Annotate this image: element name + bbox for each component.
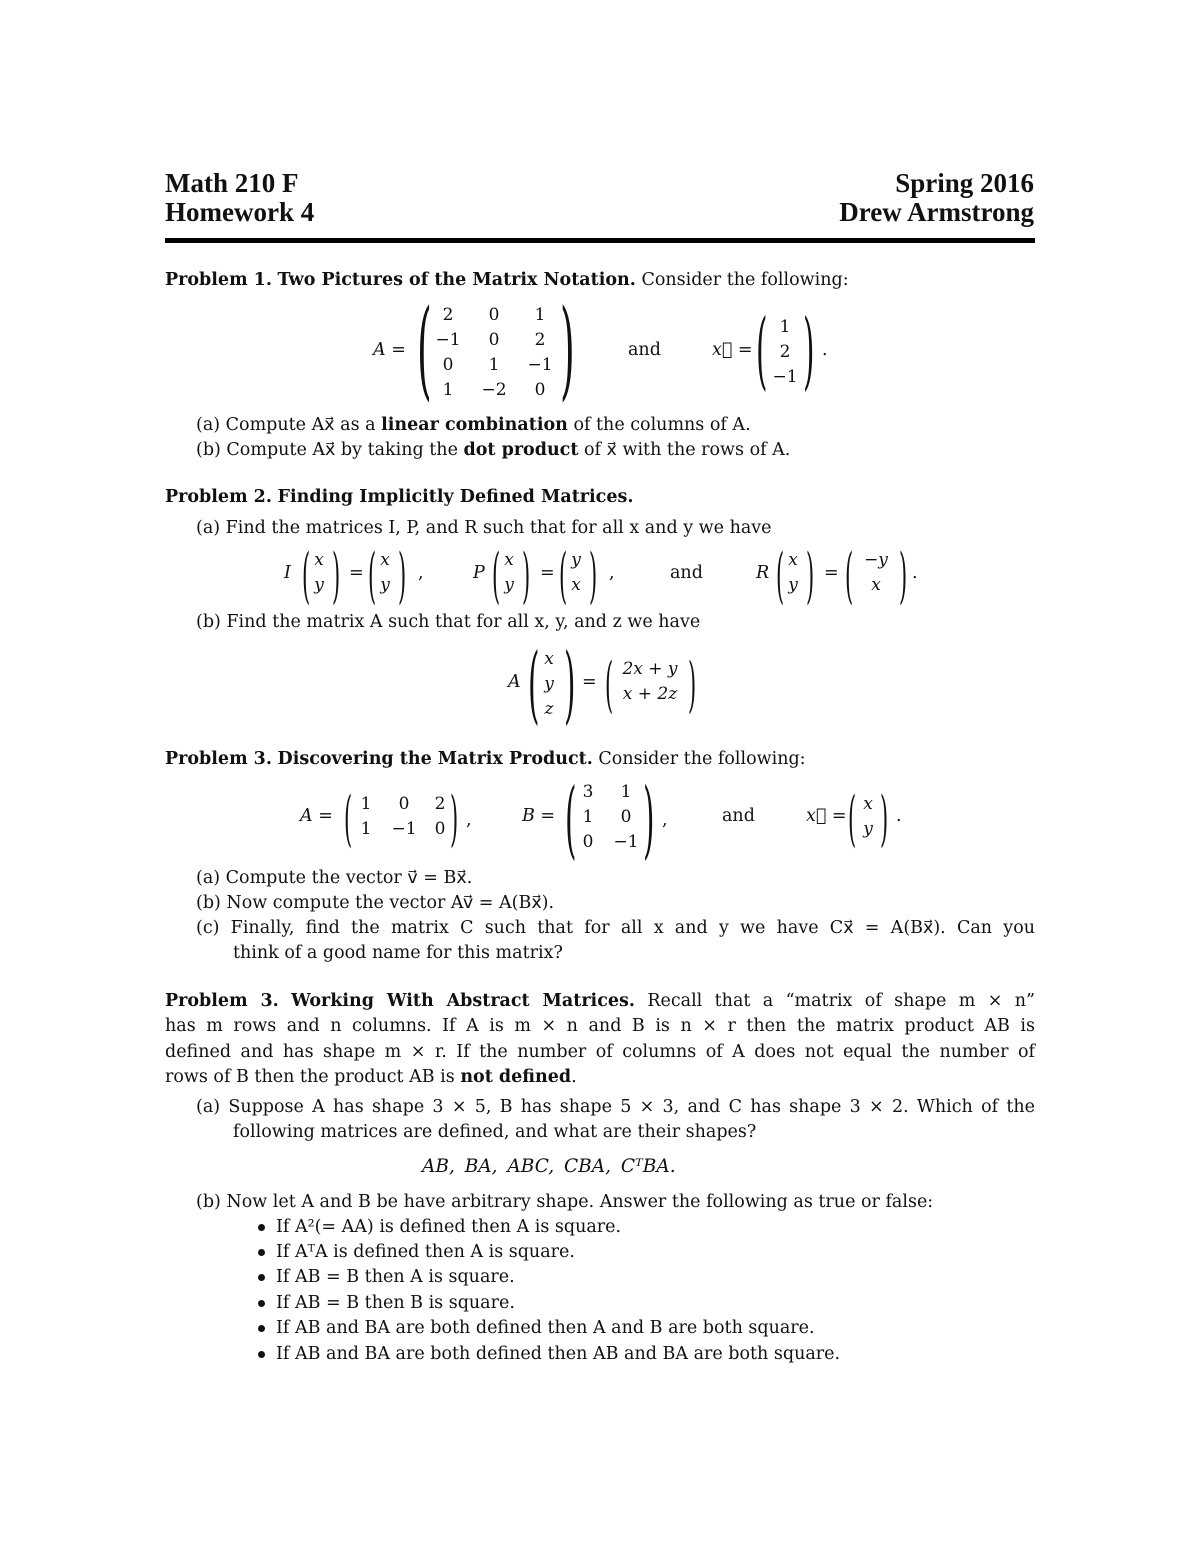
- p4-text-line-end: .: [571, 1067, 577, 1087]
- vector-cell: y: [544, 674, 554, 694]
- header-rule: [165, 238, 1035, 243]
- vector-cell: x + 2z: [622, 684, 678, 704]
- p3-matrix-b-label: B =: [522, 806, 556, 826]
- right-paren: ): [522, 541, 531, 611]
- problem-1-number: Problem 1.: [165, 270, 272, 290]
- p3-a-cell: 2: [434, 794, 446, 814]
- p1-x-cell: 2: [779, 342, 791, 362]
- problem-3-number: Problem 3.: [165, 749, 272, 769]
- vector-cell: z: [544, 699, 554, 719]
- vector-cell: x: [544, 649, 554, 669]
- p3-b-cell: 1: [620, 782, 632, 802]
- p4-bullet-item: If AB = B then B is square.: [276, 1293, 515, 1313]
- vector-cell: y: [380, 575, 390, 595]
- problem-1-title: Two Pictures of the Matrix Notation.: [277, 270, 636, 290]
- p1-a-cell: 0: [488, 330, 500, 350]
- p3-b-cell: 0: [620, 807, 632, 827]
- vector-cell: 2x + y: [622, 659, 678, 679]
- p2-part-a: (a) Find the matrices I, P, and R such that for all x and y we have: [196, 518, 772, 538]
- p2-matrix-p-label: P: [473, 563, 485, 583]
- p1-matrix-a-right-paren: ): [560, 287, 575, 412]
- p4-not-defined: not defined: [460, 1067, 572, 1087]
- p1-x-cell: 1: [779, 317, 791, 337]
- comma: ,: [609, 563, 615, 583]
- equals-sign: =: [824, 563, 839, 583]
- p3-matrix-a-label: A =: [300, 806, 333, 826]
- equals-sign: =: [349, 563, 364, 583]
- vector-cell: y: [314, 575, 324, 595]
- vector-cell: y: [504, 575, 514, 595]
- p2-matrix-r-label: R: [756, 563, 770, 583]
- p3-part-b: (b) Now compute the vector Av⃗ = A(Bx⃗).: [196, 893, 555, 913]
- p1-a-cell: 0: [488, 305, 500, 325]
- problem-3-title: Discovering the Matrix Product.: [277, 749, 593, 769]
- p1-a-cell: −2: [481, 380, 507, 400]
- p3-x-cell: x: [863, 794, 873, 814]
- right-paren: ): [398, 541, 407, 611]
- p3-b-cell: 0: [582, 832, 594, 852]
- p4-text-line: [165, 1065, 577, 1089]
- p4-part-a: (a) Suppose A has shape 3 × 5, B has shape 5 × 3, and C has shape 3 × 2. Which of the: [196, 1097, 1035, 1117]
- left-paren: (: [605, 650, 614, 720]
- p1-period: .: [822, 340, 828, 360]
- period: .: [912, 563, 918, 583]
- p1-part-b-bold: dot product: [463, 440, 579, 460]
- p1-and: and: [628, 340, 661, 360]
- p1-a-cell: 1: [442, 380, 454, 400]
- p1-x-cell: −1: [772, 367, 798, 387]
- left-paren: (: [344, 784, 353, 854]
- instructor: Drew Armstrong: [839, 197, 1034, 227]
- left-paren: (: [559, 541, 568, 611]
- right-paren: ): [589, 541, 598, 611]
- comma: ,: [662, 810, 668, 830]
- problem-4-heading: [165, 989, 1035, 1014]
- problem-1-heading: [165, 268, 849, 292]
- problem-2-title: Finding Implicitly Defined Matrices.: [277, 487, 634, 507]
- p1-vector-x-label: x⃗ =: [712, 340, 753, 360]
- p1-part-b-text: (b) Compute Ax⃗ by taking the: [196, 440, 464, 460]
- p2-matrix-i-label: I: [284, 563, 291, 583]
- p4-part-b: (b) Now let A and B be have arbitrary shape. Answer the following as true or false:: [196, 1192, 934, 1212]
- p3-a-cell: 0: [398, 794, 410, 814]
- bullet-icon: [258, 1249, 265, 1256]
- p4-part-a-cont: following matrices are defined, and what are their shapes?: [233, 1122, 757, 1142]
- problem-3-intro: Consider the following:: [598, 749, 806, 769]
- equals-sign: =: [540, 563, 555, 583]
- p4-bullet-item: If A²(= AA) is defined then A is square.: [276, 1217, 622, 1237]
- p4-text-line: defined and has shape m × r. If the number of columns of A does not equal the number of: [165, 1042, 1035, 1062]
- vector-cell: −y: [864, 550, 888, 570]
- left-paren: (: [565, 770, 577, 868]
- p1-matrix-a-label: A =: [373, 340, 406, 360]
- p1-a-cell: −1: [527, 355, 553, 375]
- comma: ,: [466, 810, 472, 830]
- vector-cell: x: [788, 550, 798, 570]
- left-paren: (: [848, 784, 857, 854]
- p3-a-cell: −1: [391, 819, 417, 839]
- p3-a-cell: 1: [360, 794, 372, 814]
- vector-cell: x: [571, 575, 581, 595]
- bullet-icon: [258, 1351, 265, 1358]
- p1-a-cell: 1: [534, 305, 546, 325]
- p4-text-line-start: rows of B then the product AB is: [165, 1067, 461, 1087]
- p1-part-a-text: (a) Compute Ax⃗ as a: [196, 415, 382, 435]
- p1-a-cell: 1: [488, 355, 500, 375]
- right-paren: ): [880, 784, 889, 854]
- problem-2-heading: [165, 485, 633, 509]
- p4-products: AB, BA, ABC, CBA, CᵀBA.: [422, 1156, 676, 1177]
- right-paren: ): [806, 541, 815, 611]
- p2-matrix-a-label: A: [508, 672, 521, 692]
- p4-bullet-item: If AB and BA are both defined then A and B are both square.: [276, 1318, 815, 1338]
- bullet-icon: [258, 1325, 265, 1332]
- period: .: [896, 806, 902, 826]
- assignment-title: Homework 4: [165, 197, 315, 227]
- equals-sign: =: [582, 672, 597, 692]
- p4-bullet-item: If AB and BA are both defined then AB and BA are both square.: [276, 1344, 841, 1364]
- problem-3-heading: [165, 747, 806, 771]
- p3-part-c: (c) Finally, find the matrix C such that for all x and y we have Cx⃗ = A(Bx⃗). Can you: [196, 918, 1035, 938]
- right-paren: ): [643, 770, 655, 868]
- p4-text-line: has m rows and n columns. If A is m × n and B is n × r then the matrix product AB is: [165, 1016, 1035, 1036]
- bullet-icon: [258, 1224, 265, 1231]
- comma: ,: [418, 563, 424, 583]
- vector-cell: y: [571, 550, 581, 570]
- p3-x-cell: y: [863, 819, 873, 839]
- p3-a-cell: 0: [434, 819, 446, 839]
- problem-1-intro: Consider the following:: [641, 270, 849, 290]
- left-paren: (: [528, 635, 540, 733]
- p4-bullet-item: If AᵀA is defined then A is square.: [276, 1242, 575, 1262]
- p3-part-a: (a) Compute the vector v⃗ = Bx⃗.: [196, 868, 473, 888]
- vector-cell: x: [871, 575, 881, 595]
- term: Spring 2016: [895, 168, 1034, 198]
- p1-part-b-end: of x⃗ with the rows of A.: [578, 440, 791, 460]
- p1-vector-x-left-paren: (: [756, 301, 768, 399]
- p3-b-cell: 3: [582, 782, 594, 802]
- right-paren: ): [564, 635, 576, 733]
- problem-4-title: Working With Abstract Matrices.: [291, 991, 635, 1011]
- p1-part-b: [196, 438, 790, 462]
- vector-cell: x: [380, 550, 390, 570]
- p1-a-cell: 0: [442, 355, 454, 375]
- left-paren: (: [776, 541, 785, 611]
- left-paren: (: [368, 541, 377, 611]
- p1-part-a-bold: linear combination: [381, 415, 568, 435]
- p1-part-a-end: of the columns of A.: [567, 415, 751, 435]
- p1-matrix-a-left-paren: (: [417, 287, 432, 412]
- left-paren: (: [845, 541, 854, 611]
- p3-and: and: [722, 806, 755, 826]
- right-paren: ): [332, 541, 341, 611]
- left-paren: (: [492, 541, 501, 611]
- right-paren: ): [688, 650, 697, 720]
- p3-part-c-cont: think of a good name for this matrix?: [233, 943, 563, 963]
- p1-a-cell: 2: [442, 305, 454, 325]
- problem-2-number: Problem 2.: [165, 487, 272, 507]
- vector-cell: x: [314, 550, 324, 570]
- p1-a-cell: −1: [435, 330, 461, 350]
- bullet-icon: [258, 1300, 265, 1307]
- p1-a-cell: 2: [534, 330, 546, 350]
- p3-vector-x-label: x⃗ =: [806, 806, 847, 826]
- p3-b-cell: −1: [613, 832, 639, 852]
- p2-part-b: (b) Find the matrix A such that for all x, y, and z we have: [196, 612, 701, 632]
- right-paren: ): [899, 541, 908, 611]
- vector-cell: x: [504, 550, 514, 570]
- left-paren: (: [302, 541, 311, 611]
- p1-a-cell: 0: [534, 380, 546, 400]
- bullet-icon: [258, 1274, 265, 1281]
- vector-cell: y: [788, 575, 798, 595]
- p1-vector-x-right-paren: ): [803, 301, 815, 399]
- course-title: Math 210 F: [165, 168, 299, 198]
- problem-4-number: Problem 3.: [165, 991, 279, 1011]
- p1-part-a: [196, 413, 751, 437]
- p4-bullet-item: If AB = B then A is square.: [276, 1267, 515, 1287]
- p3-a-cell: 1: [360, 819, 372, 839]
- right-paren: ): [450, 784, 459, 854]
- problem-4-intro: Recall that a “matrix of shape m × n”: [647, 991, 1035, 1011]
- p2-and: and: [670, 563, 703, 583]
- p3-b-cell: 1: [582, 807, 594, 827]
